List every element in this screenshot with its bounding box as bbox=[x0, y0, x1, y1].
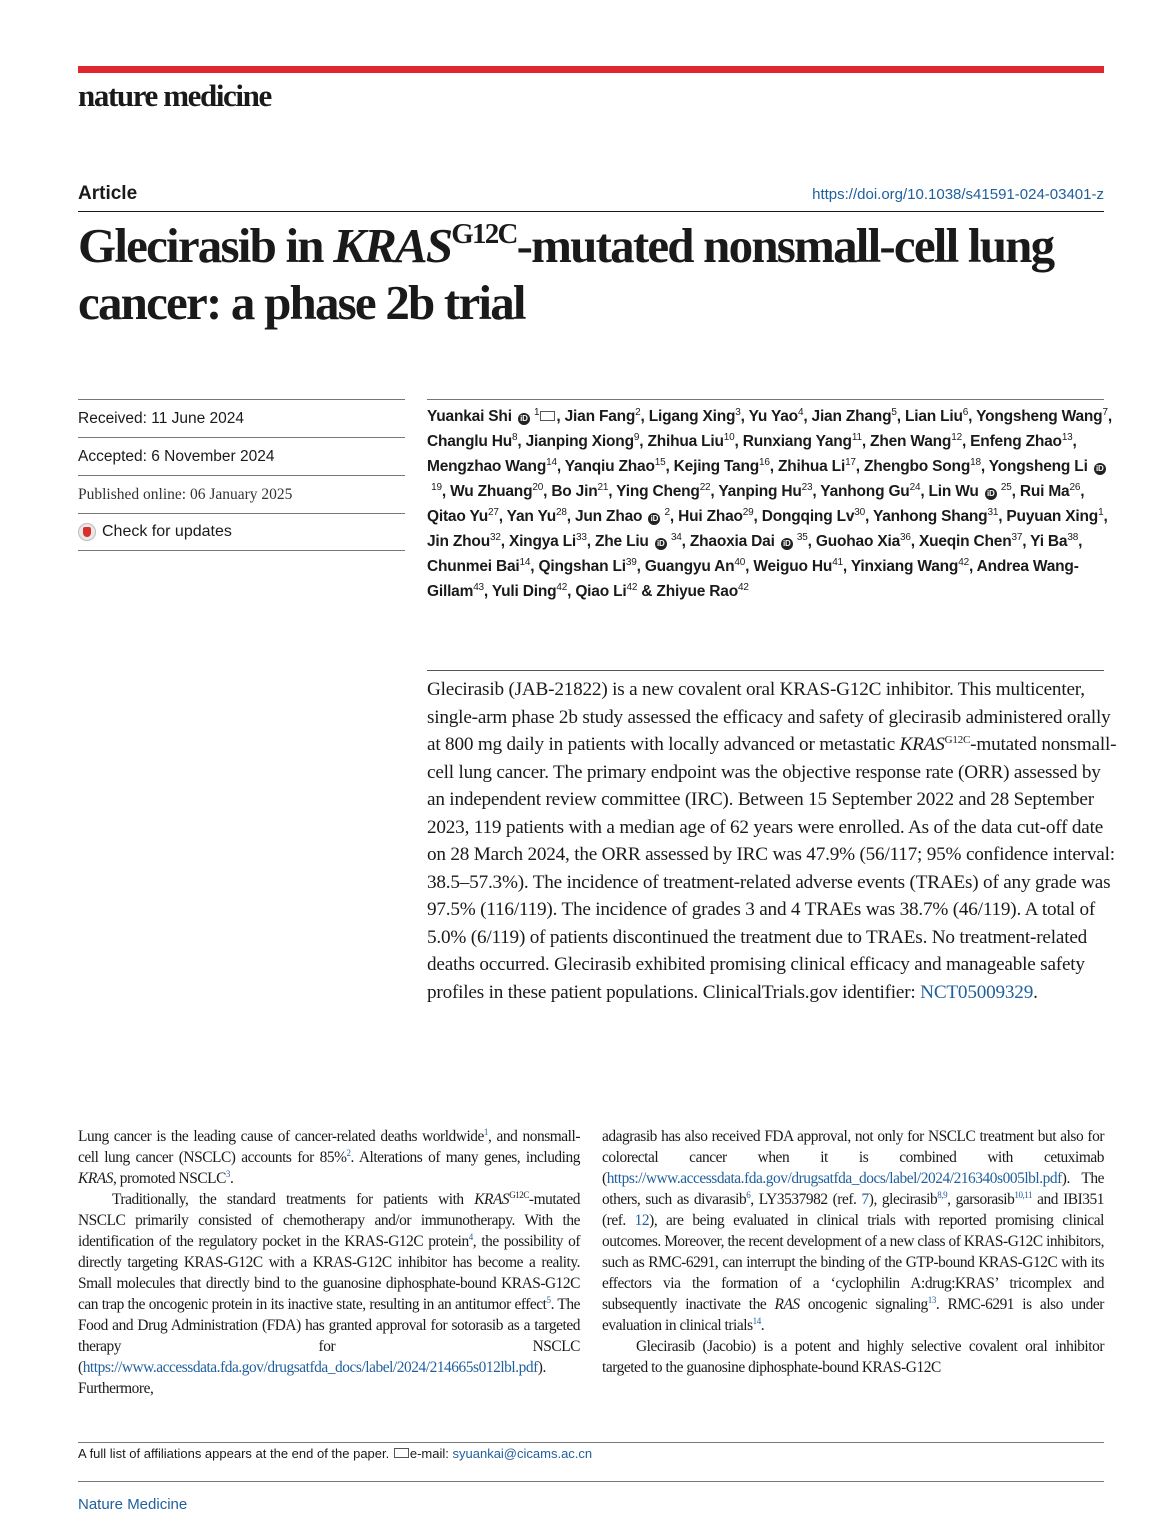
author-name[interactable]: Zhihua Liu bbox=[647, 433, 724, 450]
author-name[interactable]: Runxiang Yang bbox=[742, 433, 852, 450]
author-name[interactable]: Zhen Wang bbox=[870, 433, 952, 450]
trial-id-link[interactable]: NCT05009329 bbox=[920, 981, 1034, 1003]
author-name[interactable]: Jian Zhang bbox=[811, 408, 892, 425]
author-name[interactable]: Lian Liu bbox=[904, 408, 963, 425]
affiliation-number: 22 bbox=[699, 482, 711, 493]
citation-ref[interactable]: 14 bbox=[752, 1316, 761, 1326]
author-name[interactable]: Bo Jin bbox=[551, 483, 598, 500]
affiliation-number: 17 bbox=[845, 457, 856, 468]
affiliation-number: 25 bbox=[1000, 482, 1012, 493]
affiliation-number: 27 bbox=[488, 507, 499, 518]
affiliation-number: 42 bbox=[626, 582, 638, 593]
check-for-updates-button[interactable] bbox=[78, 513, 405, 551]
author-name[interactable]: Jian Fang bbox=[564, 408, 636, 425]
affiliation-number: 37 bbox=[1011, 532, 1023, 543]
author-name[interactable]: Yi Ba bbox=[1030, 533, 1068, 550]
author-name[interactable]: Chunmei Bai bbox=[427, 558, 520, 575]
author-name[interactable]: Yanqiu Zhao bbox=[564, 458, 655, 475]
affiliation-number: 19 bbox=[431, 482, 442, 493]
author-name[interactable]: Enfeng Zhao bbox=[970, 433, 1062, 450]
orcid-icon[interactable]: iD bbox=[781, 538, 793, 550]
orcid-icon[interactable]: iD bbox=[1094, 463, 1106, 475]
abstract-divider bbox=[427, 670, 1104, 671]
affiliation-number: 28 bbox=[556, 507, 567, 518]
affiliation-number: 34 bbox=[670, 532, 682, 543]
affiliation-number: 26 bbox=[1069, 482, 1081, 493]
affiliation-number: 8 bbox=[511, 432, 518, 443]
orcid-icon[interactable]: iD bbox=[518, 413, 530, 425]
author-name[interactable]: Jianping Xiong bbox=[525, 433, 634, 450]
affiliation-number: 13 bbox=[1061, 432, 1073, 443]
author-name[interactable]: Ying Cheng bbox=[616, 483, 700, 500]
body-column-left bbox=[78, 1126, 580, 1399]
affiliation-number: 40 bbox=[734, 557, 746, 568]
accepted-date: Accepted: 6 November 2024 bbox=[78, 437, 405, 475]
author-name[interactable]: Ligang Xing bbox=[648, 408, 736, 425]
affiliation-number: 10 bbox=[723, 432, 735, 443]
affiliation-number: 36 bbox=[900, 532, 911, 543]
affiliation-number: 23 bbox=[801, 482, 813, 493]
affiliation-number: 5 bbox=[891, 407, 897, 418]
envelope-icon[interactable] bbox=[540, 411, 555, 421]
author-name[interactable]: Yu Yao bbox=[748, 408, 798, 425]
affiliation-number: 42 bbox=[737, 582, 749, 593]
citation-ref[interactable]: 4 bbox=[468, 1232, 473, 1242]
citation-ref[interactable]: 8,9 bbox=[937, 1190, 948, 1200]
body-paragraph: Lung cancer is the leading cause of cancer-related deaths worldwide$^1$, and nonsmall-cell lung cancer (NSCLC) accounts for 85%$^2$. Alterations of many genes, including KRAS, promoted NSCLC$^3$. bbox=[78, 1127, 580, 1187]
published-date: Published online: 06 January 2025 bbox=[78, 475, 405, 513]
affiliation-number: 35 bbox=[796, 532, 808, 543]
footer-journal-name: Nature Medicine bbox=[78, 1496, 188, 1513]
author-name[interactable]: Dongqing Lv bbox=[761, 508, 855, 525]
author-name[interactable]: Jun Zhao bbox=[574, 508, 643, 525]
affiliation-number: 21 bbox=[597, 482, 609, 493]
affiliation-number: 30 bbox=[854, 507, 865, 518]
author-name[interactable]: Zhaoxia Dai bbox=[689, 533, 775, 550]
affiliation-number: 43 bbox=[473, 582, 484, 593]
author-list: Yuankai Shi iD $^1$ , Jian Fang$^2$, Ligang Xing$^3$, Yu Yao$^4$, Jian Zhang$^5$, Lian Liu$^6$, Yongsheng Wang$^7$, Changlu Hu$^8$, Jianping Xiong$^9$, Zhihua Liu$^{10}$, Runxiang Yang$^{11}$, Zhen Wang$^{12}$, Enfeng Zhao$^{13}$, Mengzhao Wang$^{14}$, Yanqiu Zhao$^{15}$, Kejing Tang$^{16}$, Zhihua Li$^{17}$, Zhengbo Song$^{18}$, Yongsheng Li iD $^{19}$, Wu Zhuang$^{20}$, Bo Jin$^{21}$, Ying Cheng$^{22}$, Yanping Hu$^{23}$, Yanhong Gu$^{24}$, Lin Wu iD $^{25}$, Rui Ma$^{26}$, Qitao Yu$^{27}$, Yan Yu$^{28}$, Jun Zhao iD $^2$, Hui Zhao$^{29}$, Dongqing Lv$^{30}$, Yanhong Shang$^{31}$, Puyuan Xing$^1$, Jin Zhou$^{32}$, Xingya Li$^{33}$, Zhe Liu iD $^{34}$, Zhaoxia Dai iD $^{35}$, Guohao Xia$^{36}$, Xueqin Chen$^{37}$, Yi Ba$^{38}$, Chunmei Bai$^{14}$, Qingshan Li$^{39}$, Guangyu An$^{40}$, Weiguo Hu$^{41}$, Yinxiang Wang$^{42}$, Andrea Wang-Gillam$^{43}$, Yuli Ding$^{42}$, Qiao Li$^{42}$ & Zhiyue Rao$^{42}$ bbox=[427, 407, 1112, 600]
affiliation-footnote: A full list of affiliations appears at the end of the paper. e-mail: syuankai@cicams.ac.cn bbox=[78, 1446, 593, 1461]
author-name[interactable]: Yongsheng Wang bbox=[976, 408, 1103, 425]
author-name[interactable]: Yanhong Gu bbox=[820, 483, 910, 500]
citation-ref[interactable]: 10,11 bbox=[1014, 1190, 1033, 1200]
body-paragraph: Glecirasib (Jacobio) is a potent and highly selective covalent oral inhibitor targeted to the guanosine diphosphate-bound KRAS-G12C bbox=[602, 1338, 1104, 1376]
envelope-icon bbox=[394, 1448, 409, 1458]
affiliation-number: 38 bbox=[1067, 532, 1079, 543]
affiliation-number: 33 bbox=[576, 532, 587, 543]
citation-ref[interactable]: 3 bbox=[225, 1169, 230, 1179]
affiliation-number: 18 bbox=[970, 457, 981, 468]
author-name[interactable]: Guangyu An bbox=[644, 558, 735, 575]
author-name[interactable]: Jin Zhou bbox=[427, 533, 490, 550]
author-name[interactable]: Wu Zhuang bbox=[450, 483, 533, 500]
affiliation-number: 32 bbox=[489, 532, 501, 543]
citation-ref[interactable]: 7 bbox=[861, 1191, 869, 1208]
affiliation-number: 14 bbox=[519, 557, 531, 568]
author-name[interactable]: Hui Zhao bbox=[678, 508, 743, 525]
author-name[interactable]: Xueqin Chen bbox=[918, 533, 1012, 550]
affiliation-number: 42 bbox=[556, 582, 568, 593]
check-updates-label: Check for updates bbox=[102, 523, 232, 540]
author-name[interactable]: Zhe Liu bbox=[595, 533, 649, 550]
affiliation-number: 16 bbox=[759, 457, 770, 468]
citation-ref[interactable]: 5 bbox=[546, 1295, 551, 1305]
footer-divider bbox=[78, 1481, 1104, 1482]
author-name[interactable]: Weiguo Hu bbox=[753, 558, 833, 575]
affiliation-number: 11 bbox=[851, 432, 862, 443]
affiliation-number: 39 bbox=[625, 557, 637, 568]
affiliation-number: 31 bbox=[987, 507, 999, 518]
title-divider bbox=[78, 211, 1104, 212]
affiliation-number: 24 bbox=[909, 482, 921, 493]
affiliation-number: 2 bbox=[635, 407, 641, 418]
body-paragraph: Traditionally, the standard treatments for patients with $KRAS^{G12C}$-mutated NSCLC primarily consisted of chemotherapy and/or immunotherapy. With the identification of the regulatory pocket in the KRAS-G12C protein$^4$, the possibility of directly targeting KRAS-G12C with a KRAS-G12C inhibitor has become a reality. Small molecules that directly bind to the guanosine diphosphate-bound KRAS-G12C can trap the oncogenic protein in its inactive state, resulting in an antitumor effect$^5$. The Food and Drug Administration (FDA) has granted approval for sotorasib as a targeted therapy for NSCLC (https://www.accessdata.fda.gov/drugsatfda_docs/label/2024/214665s012lbl.pdf). Furthermore, bbox=[78, 1190, 581, 1397]
author-name[interactable]: Yongsheng Li bbox=[988, 458, 1088, 475]
citation-ref[interactable]: 12 bbox=[634, 1212, 650, 1229]
affiliation-number: 29 bbox=[742, 507, 754, 518]
article-type: Article bbox=[78, 183, 138, 204]
received-date: Received: 11 June 2024 bbox=[78, 399, 405, 437]
author-name[interactable]: Kejing Tang bbox=[673, 458, 760, 475]
orcid-icon[interactable]: iD bbox=[985, 488, 997, 500]
abstract: Glecirasib (JAB-21822) is a new covalent oral KRAS-G12C inhibitor. This multicenter, single-arm phase 2b study assessed the efficacy and safety of glecirasib administered orally at 800 mg daily in patients with locally advanced or metastatic $KRAS^{G12C}$-mutated nonsmall-cell lung cancer. The primary endpoint was the objective response rate (ORR) assessed by an independent review committee (IRC). Between 15 September 2022 and 28 September 2023, 119 patients with a median age of 62 years were enrolled. As of the data cut-off date on 28 March 2024, the ORR assessed by IRC was 47.9% (56/117; 95% confidence interval: 38.5–57.3%). The incidence of treatment-related adverse events (TRAEs) of any grade was 97.5% (116/119). The incidence of grades 3 and 4 TRAEs was 38.7% (46/119). A total of 5.0% (6/119) of patients discontinued the treatment due to TRAEs. No treatment-related deaths occurred. Glecirasib exhibited promising clinical efficacy and manageable safety profiles in these patient populations. ClinicalTrials.gov identifier: NCT05009329. bbox=[427, 679, 1117, 1003]
author-name[interactable]: Yanhong Shang bbox=[872, 508, 988, 525]
citation-ref[interactable]: 6 bbox=[746, 1190, 751, 1200]
affiliation-number: 4 bbox=[797, 407, 804, 418]
author-name[interactable]: Guohao Xia bbox=[815, 533, 900, 550]
author-name[interactable]: Qiao Li bbox=[575, 583, 627, 600]
fda-label-link[interactable]: https://www.accessdata.fda.gov/drugsatfda_docs/label/2024/214665s012lbl.pdf bbox=[82, 1359, 538, 1376]
affiliation-number: 7 bbox=[1102, 407, 1108, 418]
author-name[interactable]: Yuli Ding bbox=[491, 583, 557, 600]
footnote-divider bbox=[78, 1442, 1104, 1443]
header-accent-bar bbox=[78, 66, 1104, 73]
author-name[interactable]: Lin Wu bbox=[928, 483, 979, 500]
affiliation-number: 41 bbox=[832, 557, 843, 568]
citation-ref[interactable]: 2 bbox=[346, 1148, 351, 1158]
affiliation-number: 14 bbox=[546, 457, 557, 468]
affiliation-number: 42 bbox=[958, 557, 969, 568]
author-name[interactable]: Puyuan Xing bbox=[1006, 508, 1099, 525]
author-name[interactable]: Zhiyue Rao bbox=[656, 583, 738, 600]
body-column-right bbox=[602, 1126, 1104, 1378]
author-name[interactable]: Yan Yu bbox=[506, 508, 557, 525]
affiliation-number: 9 bbox=[633, 432, 640, 443]
author-name[interactable]: Andrea Wang-Gillam bbox=[427, 558, 1079, 600]
affiliation-number: 1 bbox=[1098, 507, 1104, 518]
journal-logo: nature medicine bbox=[78, 78, 271, 113]
affiliation-number: 2 bbox=[664, 507, 670, 518]
author-name[interactable]: Zhengbo Song bbox=[864, 458, 971, 475]
author-name[interactable]: Yuankai Shi bbox=[427, 408, 512, 425]
citation-ref[interactable]: 13 bbox=[927, 1295, 936, 1305]
author-name[interactable]: Mengzhao Wang bbox=[427, 458, 547, 475]
article-title: Glecirasib in $KRAS^{G12C}$-mutated nonsmall-cell lung cancer: a phase 2b trial bbox=[78, 218, 1054, 330]
author-name[interactable]: Yanping Hu bbox=[718, 483, 802, 500]
fda-label-link[interactable]: https://www.accessdata.fda.gov/drugsatfda_docs/label/2024/216340s005lbl.pdf bbox=[606, 1170, 1062, 1187]
affiliation-number: 6 bbox=[962, 407, 969, 418]
check-updates-icon bbox=[78, 523, 96, 541]
affiliation-number: 1 bbox=[534, 407, 540, 418]
affiliation-number: 20 bbox=[532, 482, 544, 493]
body-paragraph: adagrasib has also received FDA approval, not only for NSCLC treatment but also for colorectal cancer when it is combined with cetuximab (https://www.accessdata.fda.gov/drugsatfda_docs/label/2024/216340s005lbl.pdf). The others, such as divarasib$^6$, LY3537982 (ref. 7), glecirasib$^{8,9}$, garsorasib$^{10,11}$ and IBI351 (ref. 12), are being evaluated in clinical trials with reported promising clinical outcomes. Moreover, the recent development of a new class of KRAS-G12C inhibitors, such as RMC-6291, can interrupt the binding of the GTP-bound KRAS-G12C with its effectors via the formation of a ‘cyclophilin A:drug:KRAS’ tricomplex and subsequently inactivate the RAS oncogenic signaling$^{13}$. RMC-6291 is also under evaluation in clinical trials$^{14}$. bbox=[602, 1128, 1104, 1334]
author-name[interactable]: Qitao Yu bbox=[427, 508, 488, 525]
author-name[interactable]: Yinxiang Wang bbox=[850, 558, 959, 575]
corresponding-email-link[interactable]: syuankai@cicams.ac.cn bbox=[452, 1446, 593, 1461]
author-name[interactable]: Qingshan Li bbox=[538, 558, 626, 575]
author-name[interactable]: Xingya Li bbox=[508, 533, 577, 550]
article-dates bbox=[78, 399, 405, 551]
doi-link[interactable]: https://doi.org/10.1038/s41591-024-03401-z bbox=[812, 186, 1104, 203]
author-name[interactable]: Zhihua Li bbox=[777, 458, 846, 475]
affiliation-number: 3 bbox=[735, 407, 741, 418]
orcid-icon[interactable]: iD bbox=[655, 538, 667, 550]
orcid-icon[interactable]: iD bbox=[648, 513, 660, 525]
affiliation-number: 15 bbox=[654, 457, 666, 468]
author-name[interactable]: Rui Ma bbox=[1019, 483, 1070, 500]
affiliation-number: 12 bbox=[951, 432, 962, 443]
authors-divider bbox=[427, 399, 1104, 400]
citation-ref[interactable]: 1 bbox=[483, 1127, 488, 1137]
author-name[interactable]: Changlu Hu bbox=[427, 433, 512, 450]
